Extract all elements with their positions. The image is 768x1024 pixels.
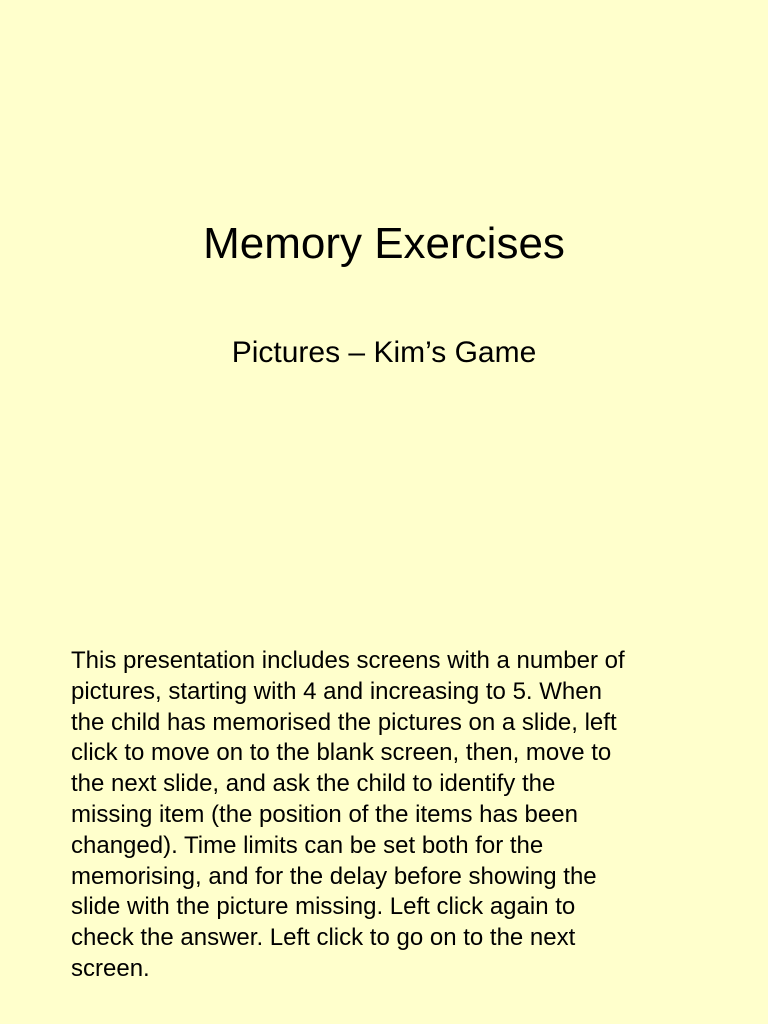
slide-title: Memory Exercises — [203, 219, 565, 268]
slide-subtitle: Pictures – Kim’s Game — [231, 336, 537, 369]
slide-description: This presentation includes screens with a number of pictures, starting with 4 and increasing to 5. When the child has memorised the pictures on a slide, left click to move on to the blank screen, then, move to the next slide, and ask the child to identify the missing item (the position of the items has been changed). Time limits can be set both for the memorising, and for the delay before showing the slide with the picture missing. Left click again to check the answer. Left click to go on to the next screen. — [71, 647, 625, 982]
